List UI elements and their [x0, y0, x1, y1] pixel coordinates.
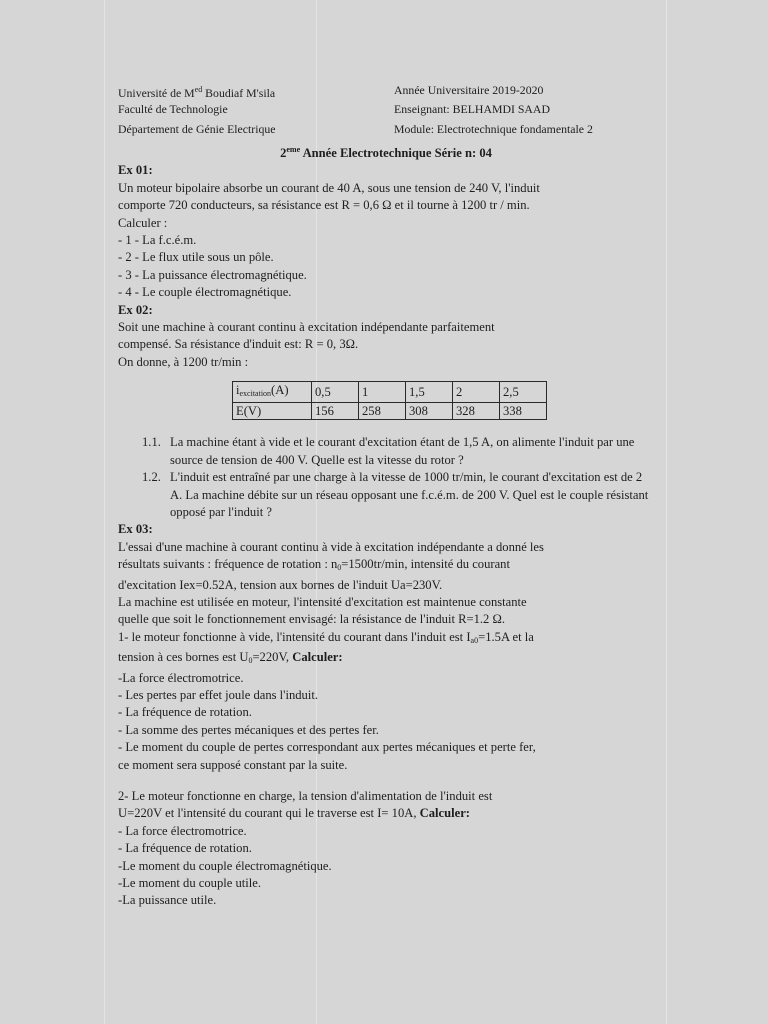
table-header-cell: $i_{excitation}(A)$: [233, 382, 312, 403]
exercise-3: [118, 521, 654, 910]
table-cell: 1: [359, 382, 406, 403]
text-line: d'excitation Iex=0.52A, tension aux bornes de l'induit Ua=230V.: [118, 577, 443, 592]
table-header-cell: E(V): [233, 403, 312, 420]
table-cell: 2,5: [500, 382, 547, 403]
text-line: Calculer :: [118, 215, 168, 230]
question-1-2: 1.2. L'induit est entraîné par une charge à la vitesse de 1000 tr/min, le courant d'excitation est de 2 A. La machine débite sur un réseau opposant une f.c.é.m. de 200 V. Quel est le couple résistant opposé par l'induit ?: [142, 470, 649, 519]
list-item: - 4 - Le couple électromagnétique.: [118, 285, 292, 300]
table-cell: 328: [453, 403, 500, 420]
text-line: quelle que soit le fonctionnement envisagé: la résistance de l'induit R=1.2 Ω.: [118, 612, 505, 627]
faculty: Faculté de Technologie: [118, 102, 228, 116]
text-line: U=220V et l'intensité du courant qui le traverse est I= 10A, Calculer:: [118, 806, 470, 821]
header: [118, 82, 654, 137]
exercise-3-label: Ex 03:: [118, 522, 153, 537]
table-cell: 1,5: [406, 382, 453, 403]
table-cell: 2: [453, 382, 500, 403]
table-cell: 258: [359, 403, 406, 420]
list-item: -La puissance utile.: [118, 893, 217, 908]
excitation-table: [232, 381, 547, 420]
list-item: - La fréquence de rotation.: [118, 841, 252, 856]
list-item: -La force électromotrice.: [118, 670, 244, 685]
module: Module: Electrotechnique fondamentale 2: [394, 122, 593, 136]
text-line: On donne, à 1200 tr/min :: [118, 354, 249, 369]
exercise-2: [118, 302, 654, 522]
list-item: - La force électromotrice.: [118, 823, 247, 838]
list-item: - La somme des pertes mécaniques et des pertes fer.: [118, 722, 379, 737]
list-item: -Le moment du couple utile.: [118, 876, 262, 891]
list-item: - La fréquence de rotation.: [118, 705, 252, 720]
text-line: 2- Le moteur fonctionne en charge, la tension d'alimentation de l'induit est: [118, 789, 493, 803]
text-line: compensé. Sa résistance d'induit est: R = 0, 3Ω.: [118, 337, 359, 352]
exercise-2-label: Ex 02:: [118, 302, 153, 317]
text-line: 1- le moteur fonctionne à vide, l'intensité du courant dans l'induit est $I_{a0}=1.5A$ et la: [118, 629, 534, 645]
list-item: - Le moment du couple de pertes correspondant aux pertes mécaniques et perte fer,: [118, 740, 536, 755]
teacher: Enseignant: BELHAMDI SAAD: [394, 102, 550, 116]
text-line: tension à ces bornes est $U_0=220V$, Calculer:: [118, 650, 343, 666]
table-cell: 0,5: [312, 382, 359, 403]
university-line: Université de $M^{ed}$ Boudiaf M'sila: [118, 85, 276, 100]
department: Département de Génie Electrique: [118, 122, 276, 136]
list-item: - 3 - La puissance électromagnétique.: [118, 267, 307, 282]
list-item: ce moment sera supposé constant par la suite.: [118, 757, 348, 772]
exercise-1-label: Ex 01:: [118, 163, 153, 178]
table-cell: 308: [406, 403, 453, 420]
table-row: [233, 382, 547, 403]
list-item: - 1 - La f.c.é.m.: [118, 233, 197, 248]
list-item: - 2 - Le flux utile sous un pôle.: [118, 250, 274, 265]
list-item: -Le moment du couple électromagnétique.: [118, 858, 332, 873]
table-row: [233, 403, 547, 420]
series-title: 2eme Année Electrotechnique Série n: 04: [280, 145, 492, 160]
academic-year: Année Universitaire 2019-2020: [394, 83, 544, 97]
text-line: L'essai d'une machine à courant continu à vide à excitation indépendante a donné les: [118, 539, 544, 554]
list-item: - Les pertes par effet joule dans l'induit.: [118, 687, 318, 702]
question-1-1: 1.1. La machine étant à vide et le courant d'excitation étant de 1,5 A, on alimente l'induit par une source de tension de 400 V. Quelle est la vitesse du rotor ?: [142, 435, 635, 467]
exercise-sheet: [118, 82, 654, 910]
text-line: La machine est utilisée en moteur, l'intensité d'excitation est maintenue constante: [118, 594, 527, 609]
text-line: Soit une machine à courant continu à excitation indépendante parfaitement: [118, 320, 495, 335]
text-line: comporte 720 conducteurs, sa résistance est R = 0,6 Ω et il tourne à 1200 tr / min.: [118, 198, 530, 213]
table-cell: 156: [312, 403, 359, 420]
table-cell: 338: [500, 403, 547, 420]
text-line: résultats suivants : fréquence de rotation : $n_0=1500tr/\min$, intensité du courant: [118, 557, 510, 573]
text-line: Un moteur bipolaire absorbe un courant de 40 A, sous une tension de 240 V, l'induit: [118, 180, 540, 195]
exercise-1: [118, 162, 654, 301]
